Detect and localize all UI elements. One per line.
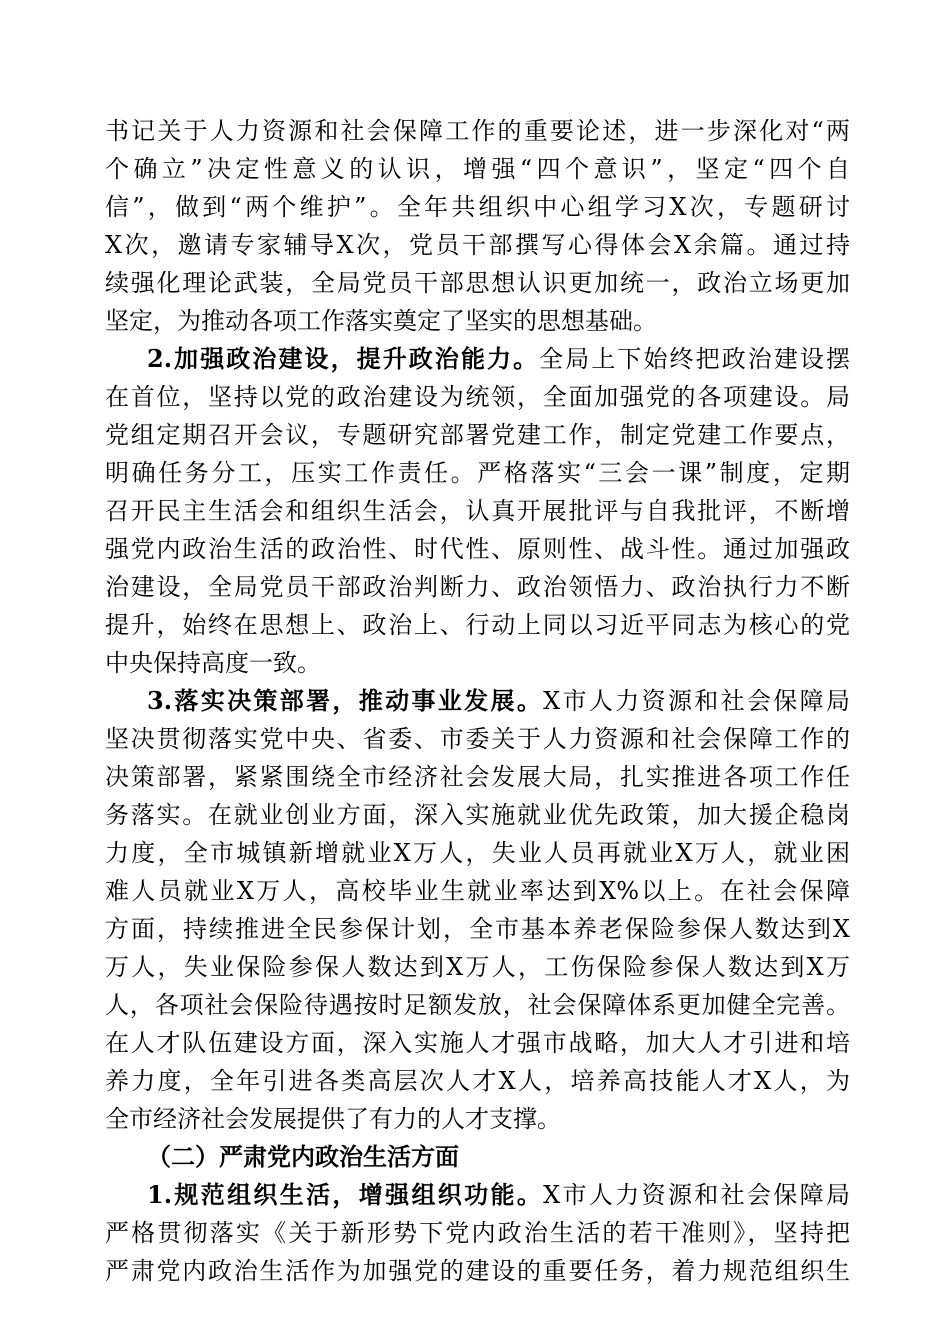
paragraph-heading: 1.规范组织生活，增强组织功能。 (147, 1180, 544, 1209)
text-line: 全市经济社会发展提供了有力的人才支撑。 (105, 1105, 561, 1133)
text-line: 在人才队伍建设方面，深入实施人才强市战略，加大人才引进和培 (105, 1029, 850, 1057)
text-line: 治建设，全局党员干部政治判断力、政治领悟力、政治执行力不断 (105, 573, 850, 601)
paragraph-text: X市人力资源和社会保障局 (543, 1181, 850, 1209)
paragraph-heading: 2.加强政治建设，提升政治能力。 (147, 344, 540, 373)
text-line: 明确任务分工，压实工作责任。严格落实“三会一课”制度，定期 (105, 459, 850, 487)
text-line: 坚定，为推动各项工作落实奠定了坚实的思想基础。 (105, 307, 657, 335)
text-line: 务落实。在就业创业方面，深入实施就业优先政策，加大援企稳岗 (105, 801, 850, 829)
text-line: 养力度，全年引进各类高层次人才X人，培养高技能人才X人，为 (105, 1067, 850, 1095)
paragraph-2 (105, 340, 850, 682)
text-line: 人，各项社会保险待遇按时足额发放，社会保障体系更加健全完善。 (105, 991, 850, 1019)
text-line: X次，邀请专家辅导X次，党员干部撰写心得体会X余篇。通过持 (105, 231, 850, 259)
text-line: 坚决贯彻落实党中央、省委、市委关于人力资源和社会保障工作的 (105, 725, 850, 753)
text-line: 书记关于人力资源和社会保障工作的重要论述，进一步深化对“两 (105, 117, 850, 145)
section-heading: （二）严肃党内政治生活方面 (147, 1142, 459, 1171)
text-line: 召开民主生活会和组织生活会，认真开展批评与自我批评，不断增 (105, 497, 850, 525)
text-line: 个确立”决定性意义的认识，增强“四个意识”，坚定“四个自 (105, 155, 850, 183)
text-line: 续强化理论武装，全局党员干部思想认识更加统一，政治立场更加 (105, 269, 850, 297)
paragraph-heading: 3.落实决策部署，推动事业发展。 (147, 686, 544, 715)
text-line: 提升，始终在思想上、政治上、行动上同以习近平同志为核心的党 (105, 611, 850, 639)
paragraph-3 (105, 682, 850, 1138)
text-line: 中央保持高度一致。 (105, 649, 321, 677)
text-line: 力度，全市城镇新增就业X万人，失业人员再就业X万人，就业困 (105, 839, 850, 867)
text-line: 方面，持续推进全民参保计划，全市基本养老保险参保人数达到X (105, 915, 850, 943)
paragraph-text: 全局上下始终把政治建设摆 (539, 345, 850, 373)
paragraph-4 (105, 1176, 850, 1290)
text-line (105, 1176, 850, 1214)
text-line (105, 682, 850, 720)
text-line: 强党内政治生活的政治性、时代性、原则性、战斗性。通过加强政 (105, 535, 850, 563)
text-line: 党组定期召开会议，专题研究部署党建工作，制定党建工作要点， (105, 421, 850, 449)
paragraph-1 (105, 112, 850, 340)
text-line: 决策部署，紧紧围绕全市经济社会发展大局，扎实推进各项工作任 (105, 763, 850, 791)
text-line: 万人，失业保险参保人数达到X万人，工伤保险参保人数达到X万 (105, 953, 850, 981)
document-body (105, 112, 850, 1290)
text-line: 在首位，坚持以党的政治建设为统领，全面加强党的各项建设。局 (105, 383, 850, 411)
text-line: 信”，做到“两个维护”。全年共组织中心组学习X次，专题研讨 (105, 193, 850, 221)
text-line: 难人员就业X万人，高校毕业生就业率达到X%以上。在社会保障 (105, 877, 850, 905)
text-line: 严肃党内政治生活作为加强党的建设的重要任务，着力规范组织生 (105, 1257, 850, 1285)
text-line: 严格贯彻落实《关于新形势下党内政治生活的若干准则》，坚持把 (105, 1219, 850, 1247)
paragraph-text: X市人力资源和社会保障局 (543, 687, 850, 715)
text-line (105, 340, 850, 378)
